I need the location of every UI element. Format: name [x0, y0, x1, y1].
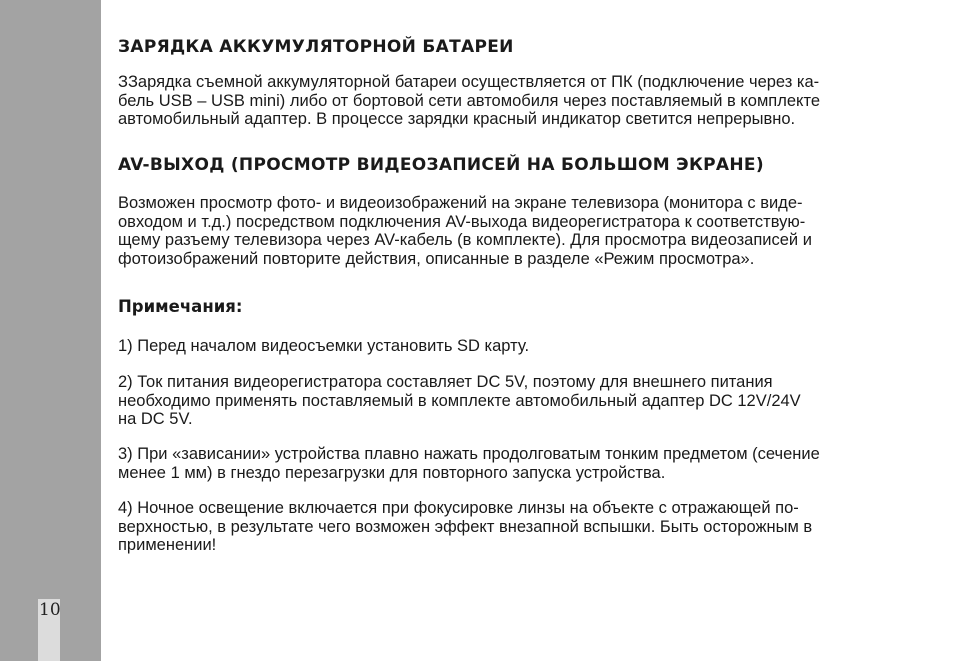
note-line: 4) Ночное освещение включается при фокусировке линзы на объекте с отражающей по-	[118, 499, 799, 517]
paragraph-line: бель USB – USB mini) либо от бортовой сети автомобиля через поставляемый в комплекте	[118, 91, 820, 110]
notes-title: Примечания:	[118, 297, 243, 316]
note-line: на DC 5V.	[118, 410, 193, 428]
av-output-paragraph	[118, 194, 812, 268]
note-line: применении!	[118, 536, 217, 554]
battery-charging-paragraph	[118, 73, 820, 129]
paragraph-line: ЗЗарядка съемной аккумуляторной батареи осуществляется от ПК (подключение через ка-	[118, 73, 820, 91]
note-item-4	[118, 499, 812, 555]
paragraph-line: Возможен просмотр фото- и видеоизображений на экране телевизора (монитора с виде-	[118, 194, 803, 212]
note-line: 1) Перед началом видеосъемки установить SD карту.	[118, 337, 530, 355]
note-item-3	[118, 445, 820, 482]
note-line: менее 1 мм) в гнездо перезагрузки для повторного запуска устройства.	[118, 463, 666, 482]
paragraph-line: овходом и т.д.) посредством подключения AV-выхода видеорегистратора к соответствую-	[118, 212, 806, 231]
page-number: 10	[38, 599, 60, 661]
paragraph-line: фотоизображений повторите действия, описанные в разделе «Режим просмотра».	[118, 249, 755, 268]
note-item-1	[118, 337, 529, 356]
paragraph-line: автомобильный адаптер. В процессе зарядки красный индикатор светится непрерывно.	[118, 110, 796, 128]
note-line: 3) При «зависании» устройства плавно нажать продолговатым тонким предметом (сечение	[118, 445, 820, 463]
side-margin-bar	[0, 0, 101, 661]
note-line: 2) Ток питания видеорегистратора составляет DC 5V, поэтому для внешнего питания	[118, 373, 773, 391]
note-line: необходимо применять поставляемый в комплекте автомобильный адаптер DC 12V/24V	[118, 391, 801, 410]
paragraph-line: щему разъему телевизора через AV-кабель (в комплекте). Для просмотра видеозаписей и	[118, 231, 812, 249]
battery-charging-heading: ЗАРЯДКА АККУМУЛЯТОРНОЙ БАТАРЕИ	[118, 37, 514, 57]
note-line: верхностью, в результате чего возможен эффект внезапной вспышки. Быть осторожным в	[118, 517, 813, 536]
av-output-heading: AV-ВЫХОД (ПРОСМОТР ВИДЕОЗАПИСЕЙ НА БОЛЬШОМ ЭКРАНЕ)	[118, 155, 764, 175]
note-item-2	[118, 373, 801, 429]
